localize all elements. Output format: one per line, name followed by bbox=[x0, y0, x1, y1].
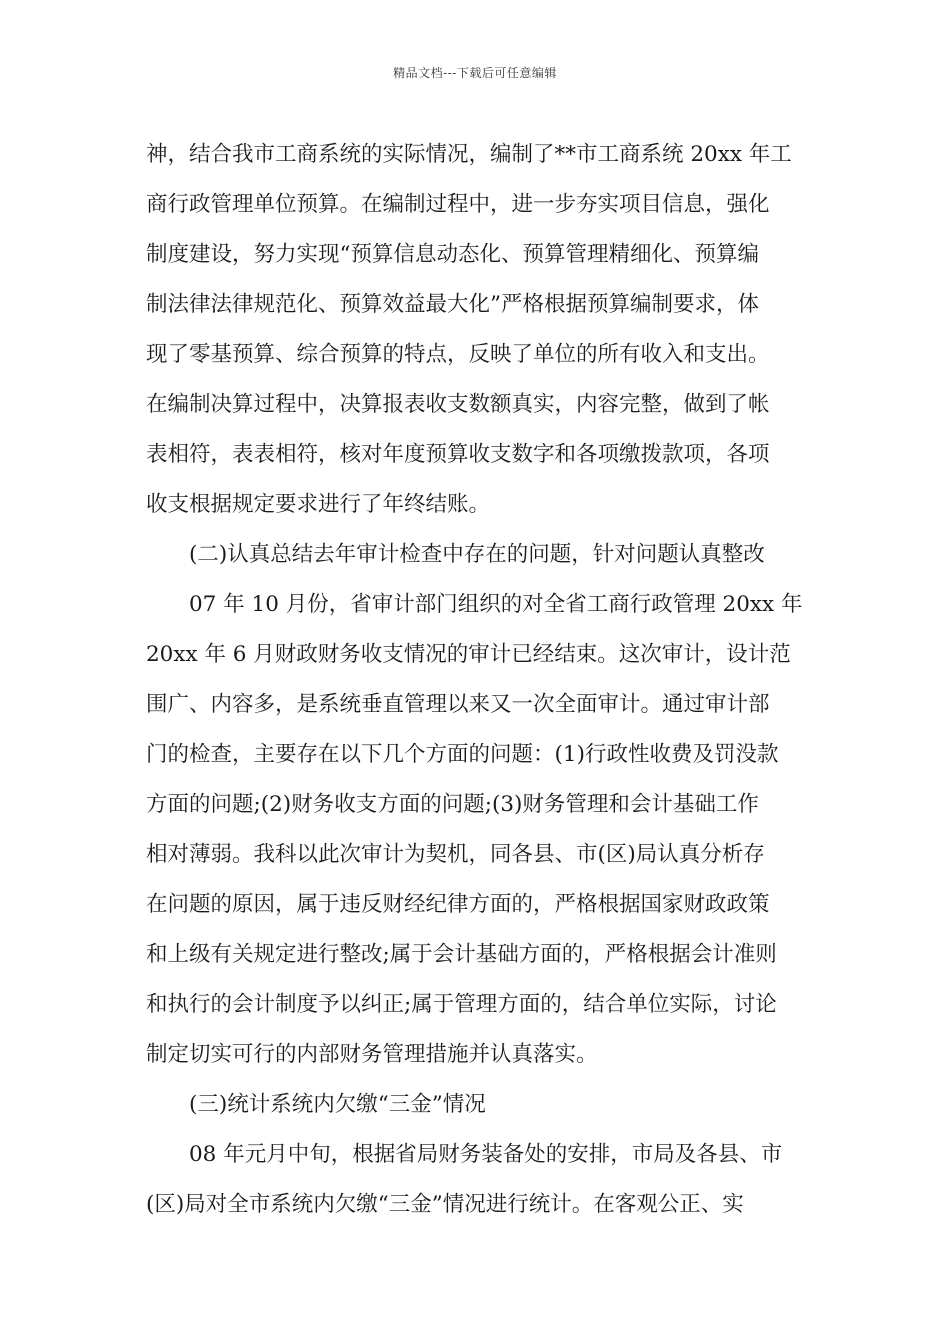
text-line: 在编制决算过程中，决算报表收支数额真实，内容完整，做到了帐 bbox=[146, 392, 770, 417]
text-line: (区)局对全市系统内欠缴“三金”情况进行统计。在客观公正、实 bbox=[146, 1192, 744, 1217]
text-line: 20xx 年 6 月财政财务收支情况的审计已经结束。这次审计，设计范 bbox=[146, 642, 791, 667]
text-line: 制度建设，努力实现“预算信息动态化、预算管理精细化、预算编 bbox=[146, 242, 759, 267]
text-line: 在问题的原因，属于违反财经纪律方面的，严格根据国家财政政策 bbox=[146, 892, 770, 917]
text-line: 围广、内容多，是系统垂直管理以来又一次全面审计。通过审计部 bbox=[146, 692, 770, 717]
text-line: 神，结合我市工商系统的实际情况，编制了**市工商系统 20xx 年工 bbox=[146, 142, 792, 167]
text-line: 方面的问题;(2)财务收支方面的问题;(3)财务管理和会计基础工作 bbox=[146, 792, 759, 817]
text-line: 门的检查，主要存在以下几个方面的问题：(1)行政性收费及罚没款 bbox=[146, 742, 779, 767]
document-body bbox=[146, 130, 808, 1230]
text-line: 商行政管理单位预算。在编制过程中，进一步夯实项目信息，强化 bbox=[146, 192, 770, 217]
text-line: 相对薄弱。我科以此次审计为契机，同各县、市(区)局认真分析存 bbox=[146, 842, 765, 867]
text-line: 表相符，表表相符，核对年度预算收支数字和各项缴拨款项，各项 bbox=[146, 442, 770, 467]
text-line: 收支根据规定要求进行了年终结账。 bbox=[146, 492, 491, 517]
text-line: 制法律法律规范化、预算效益最大化”严格根据预算编制要求，体 bbox=[146, 292, 759, 317]
text-line: 07 年 10 月份，省审计部门组织的对全省工商行政管理 20xx 年 bbox=[189, 592, 803, 617]
text-line: 制定切实可行的内部财务管理措施并认真落实。 bbox=[146, 1042, 598, 1067]
text-line: (二)认真总结去年审计检查中存在的问题，针对问题认真整改 bbox=[189, 542, 765, 567]
text-line: 和上级有关规定进行整改;属于会计基础方面的，严格根据会计准则 bbox=[146, 942, 777, 967]
page-header: 精品文档---下载后可任意编辑 bbox=[393, 66, 557, 80]
text-line: 现了零基预算、综合预算的特点，反映了单位的所有收入和支出。 bbox=[146, 342, 770, 367]
text-line: (三)统计系统内欠缴“三金”情况 bbox=[189, 1092, 486, 1117]
text-line: 08 年元月中旬，根据省局财务装备处的安排，市局及各县、市 bbox=[189, 1142, 783, 1167]
text-line: 和执行的会计制度予以纠正;属于管理方面的，结合单位实际，讨论 bbox=[146, 992, 777, 1017]
